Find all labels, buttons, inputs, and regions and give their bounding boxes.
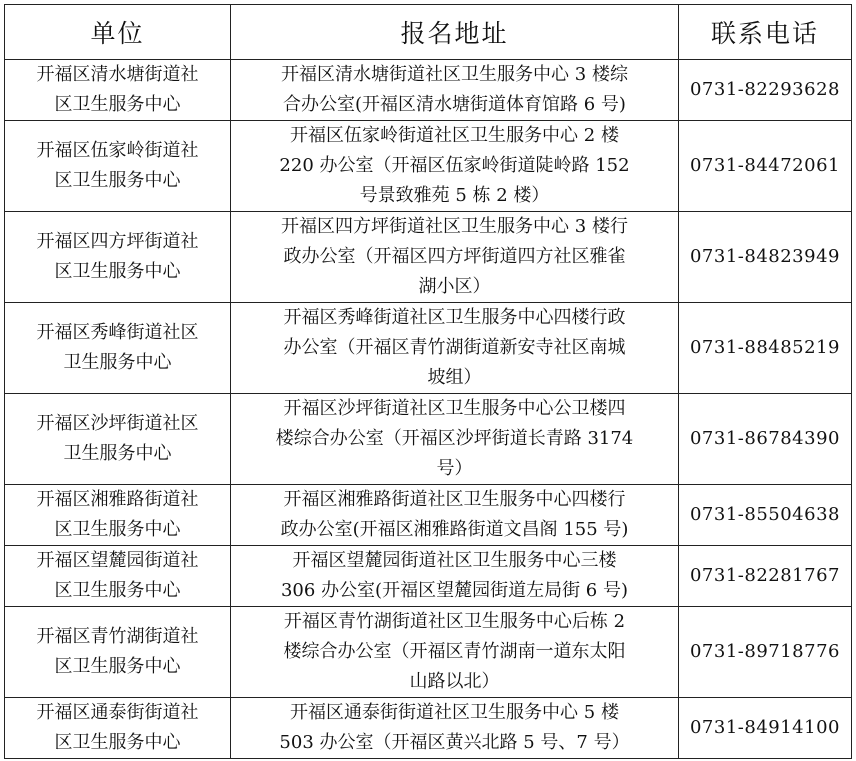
address-line: 220 办公室（开福区伍家岭街道陡岭路 152 xyxy=(279,155,630,176)
unit-cell xyxy=(5,60,231,121)
table-row xyxy=(5,394,852,485)
unit-line: 区卫生服务中心 xyxy=(54,519,181,540)
unit-cell xyxy=(5,698,231,759)
address-cell xyxy=(231,698,679,759)
address-line: 开福区湘雅路街道社区卫生服务中心四楼行 xyxy=(283,489,626,510)
address-line: 开福区望麓园街道社区卫生服务中心三楼 xyxy=(292,550,617,571)
table-row xyxy=(5,485,852,546)
unit-line: 开福区四方坪街道社 xyxy=(36,231,199,252)
address-line: 开福区通泰街街道社区卫生服务中心 5 楼 xyxy=(290,702,619,723)
unit-line: 区卫生服务中心 xyxy=(54,94,181,115)
table-row xyxy=(5,212,852,303)
address-cell xyxy=(231,60,679,121)
phone-cell: 0731-82281767 xyxy=(679,546,852,607)
table-row xyxy=(5,607,852,698)
phone-cell: 0731-86784390 xyxy=(679,394,852,485)
table-row xyxy=(5,121,852,212)
address-line: 政办公室(开福区湘雅路街道文昌阁 155 号) xyxy=(280,519,629,540)
unit-line: 开福区青竹湖街道社 xyxy=(36,626,199,647)
phone-cell: 0731-82293628 xyxy=(679,60,852,121)
address-line: 楼综合办公室（开福区沙坪街道长青路 3174 xyxy=(275,428,634,449)
unit-cell xyxy=(5,303,231,394)
address-cell xyxy=(231,303,679,394)
address-cell xyxy=(231,546,679,607)
phone-cell: 0731-85504638 xyxy=(679,485,852,546)
table-row xyxy=(5,698,852,759)
address-cell xyxy=(231,394,679,485)
unit-line: 开福区秀峰街道社区 xyxy=(36,322,199,343)
unit-line: 开福区伍家岭街道社 xyxy=(36,140,199,161)
address-line: 开福区伍家岭街道社区卫生服务中心 2 楼 xyxy=(290,125,619,146)
address-line: 楼综合办公室（开福区青竹湖南一道东太阳 xyxy=(283,641,626,662)
unit-line: 开福区清水塘街道社 xyxy=(36,64,199,85)
address-line: 306 办公室(开福区望麓园街道左局街 6 号) xyxy=(280,580,629,601)
address-line: 开福区秀峰街道社区卫生服务中心四楼行政 xyxy=(283,307,626,328)
unit-line: 区卫生服务中心 xyxy=(54,170,181,191)
address-line: 开福区清水塘街道社区卫生服务中心 3 楼综 xyxy=(281,64,628,85)
address-line: 合办公室(开福区清水塘街道体育馆路 6 号) xyxy=(283,94,626,115)
phone-cell: 0731-89718776 xyxy=(679,607,852,698)
address-cell xyxy=(231,212,679,303)
address-cell xyxy=(231,121,679,212)
phone-cell: 0731-88485219 xyxy=(679,303,852,394)
table-row xyxy=(5,303,852,394)
address-line: 政办公室（开福区四方坪街道四方社区雅雀 xyxy=(283,246,626,267)
unit-line: 区卫生服务中心 xyxy=(54,656,181,677)
unit-line: 卫生服务中心 xyxy=(63,443,172,464)
header-address: 报名地址 xyxy=(231,5,679,60)
header-unit: 单位 xyxy=(5,5,231,60)
unit-line: 开福区通泰街街道社 xyxy=(36,702,199,723)
address-line: 号） xyxy=(436,458,473,479)
address-line: 办公室（开福区青竹湖街道新安寺社区南城 xyxy=(283,337,626,358)
header-phone: 联系电话 xyxy=(679,5,852,60)
phone-cell: 0731-84472061 xyxy=(679,121,852,212)
unit-line: 开福区望麓园街道社 xyxy=(36,550,199,571)
unit-line: 开福区沙坪街道社区 xyxy=(36,413,199,434)
address-cell xyxy=(231,607,679,698)
unit-cell xyxy=(5,121,231,212)
header-row xyxy=(5,5,852,60)
registration-table xyxy=(4,4,852,759)
table-row xyxy=(5,60,852,121)
phone-cell: 0731-84823949 xyxy=(679,212,852,303)
address-cell xyxy=(231,485,679,546)
unit-cell xyxy=(5,212,231,303)
address-line: 开福区青竹湖街道社区卫生服务中心后栋 2 xyxy=(283,611,626,632)
phone-cell: 0731-84914100 xyxy=(679,698,852,759)
address-line: 号景致雅苑 5 栋 2 楼） xyxy=(359,185,550,206)
address-line: 开福区沙坪街道社区卫生服务中心公卫楼四 xyxy=(283,398,626,419)
unit-cell xyxy=(5,607,231,698)
address-line: 山路以北） xyxy=(409,671,500,692)
unit-line: 开福区湘雅路街道社 xyxy=(36,489,199,510)
unit-line: 区卫生服务中心 xyxy=(54,580,181,601)
address-line: 503 办公室（开福区黄兴北路 5 号、7 号） xyxy=(279,732,630,753)
unit-line: 卫生服务中心 xyxy=(63,352,172,373)
unit-cell xyxy=(5,546,231,607)
address-line: 坡组） xyxy=(427,367,482,388)
table-row xyxy=(5,546,852,607)
address-line: 湖小区） xyxy=(418,276,491,297)
unit-line: 区卫生服务中心 xyxy=(54,732,181,753)
address-line: 开福区四方坪街道社区卫生服务中心 3 楼行 xyxy=(281,216,628,237)
unit-line: 区卫生服务中心 xyxy=(54,261,181,282)
unit-cell xyxy=(5,485,231,546)
unit-cell xyxy=(5,394,231,485)
